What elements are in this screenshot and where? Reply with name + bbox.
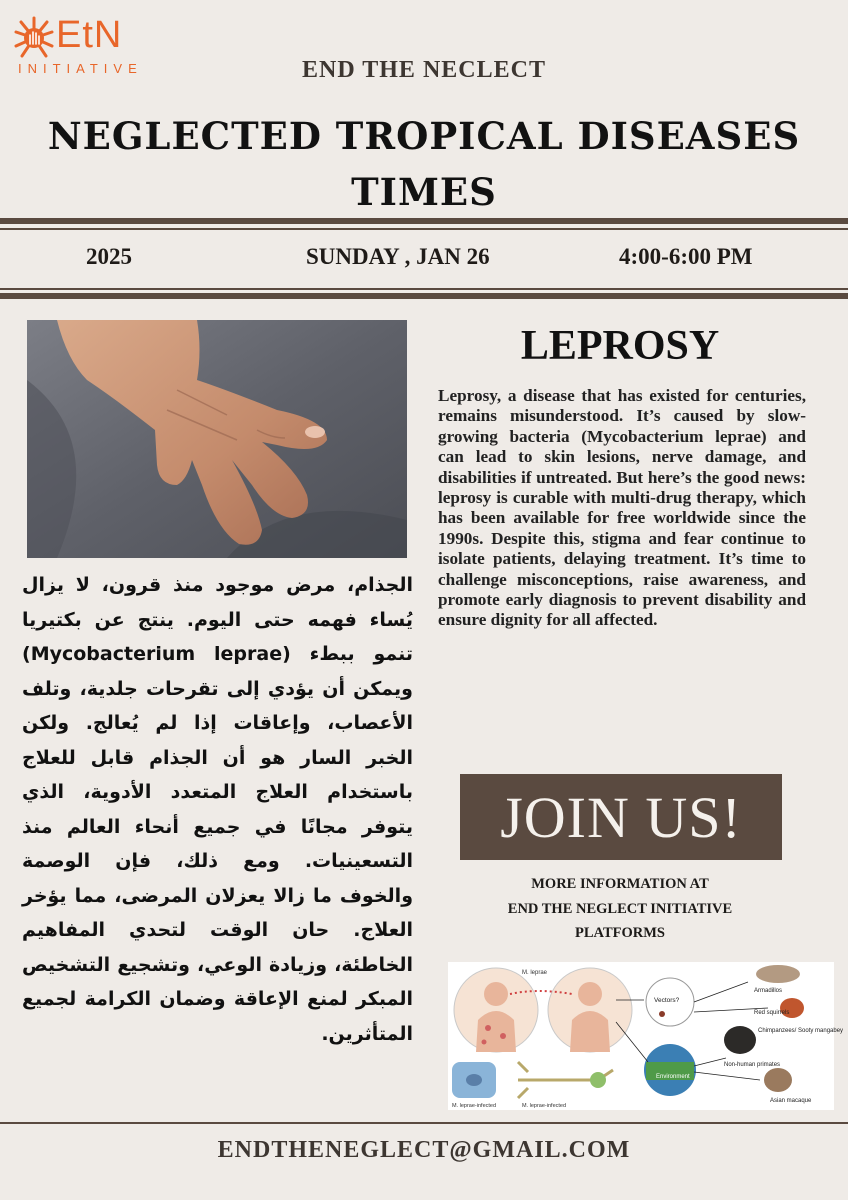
- divider: [0, 228, 848, 230]
- page-title: [40, 108, 808, 220]
- join-us-banner[interactable]: [460, 774, 782, 860]
- more-info-line-2: END THE NEGLECT INITIATIVE: [507, 900, 733, 917]
- divider: [0, 288, 848, 290]
- label-non-human: Non-human primates: [724, 1062, 781, 1068]
- divider: [0, 293, 848, 299]
- arabic-article-text: الجذام، مرض موجود منذ قرون، لا يزال يُساء فهمه حتى اليوم. ينتج عن بكتيريا تنمو ببطء (Mycobacterium leprae) ويمكن أن يؤدي إلى تقرحات جلدية، وتلف الأعصاب، وإعاقات إذا لم يُعالج. ولكن الخبر السار هو أن الجذام قابل للعلاج باستخدام العلاج المتعدد الأدوية، الذي يتوفر مجانًا في جميع أنحاء العالم منذ التسعينيات. ومع ذلك، فإن الوصمة والخوف ما زالا يعزلان المرضى، مما يؤخر العلاج. حان الوقت لتحدي المفاهيم الخاطئة، وزيادة الوعي، وتشجيع التشخيص المبكر لمنع الإعاقة وضمان الكرامة لجميع المتأثرين.: [22, 574, 413, 1045]
- label-asian-macaque: Asian macaque: [770, 1098, 812, 1104]
- logo-mark: EtN: [56, 14, 123, 56]
- contact-email[interactable]: ENDTHENEGLECT@GMAIL.COM: [217, 1137, 631, 1163]
- title-line-2: TIMES: [351, 170, 497, 214]
- more-info-text: [440, 872, 800, 946]
- logo-subtitle: INITIATIVE: [18, 61, 143, 76]
- section-title: LEPROSY: [520, 323, 720, 369]
- join-us-label: JOIN US!: [500, 784, 742, 850]
- org-name: END THE NECLECT: [302, 57, 546, 83]
- label-m-leprae: M. leprae: [522, 970, 548, 976]
- divider: [0, 1122, 848, 1124]
- label-environment: Environment: [656, 1074, 690, 1080]
- event-time: 4:00-6:00 PM: [619, 244, 753, 269]
- event-year: 2025: [86, 244, 132, 269]
- label-chimpanzees: Chimpanzees/ Sooty mangabey: [758, 1028, 844, 1034]
- label-armadillos: Armadillos: [754, 988, 783, 994]
- event-date: SUNDAY , JAN 26: [306, 244, 490, 269]
- sun-hand-icon: [14, 16, 54, 60]
- label-red-squirrels: Red squirrels: [754, 1010, 790, 1016]
- hand-photo: [27, 320, 407, 558]
- label-vectors: Vectors?: [654, 997, 680, 1004]
- label-infected-right: M. leprae-infected: [522, 1103, 567, 1109]
- english-article-text: Leprosy, a disease that has existed for centuries, remains misunderstood. It’s caused by slow-growing bacteria (Mycobacterium leprae) and can lead to skin lesions, nerve damage, and disabilities if untreated. But here’s the good news: leprosy is curable with multi-drug therapy, which has been available for free worldwide since the 1990s. Despite this, stigma and fear continue to isolate patients, delaying treatment. It’s time to challenge misconceptions, raise awareness, and promote early diagnosis to prevent disability and ensure dignity for all affected.: [438, 386, 806, 630]
- divider: [0, 218, 848, 224]
- label-infected-left: M. leprae-infected: [452, 1103, 497, 1109]
- title-line-1: NEGLECTED TROPICAL DISEASES: [47, 114, 801, 158]
- more-info-line-1: MORE INFORMATION AT: [531, 876, 709, 892]
- transmission-diagram: [448, 962, 844, 1110]
- more-info-line-3: PLATFORMS: [575, 925, 665, 941]
